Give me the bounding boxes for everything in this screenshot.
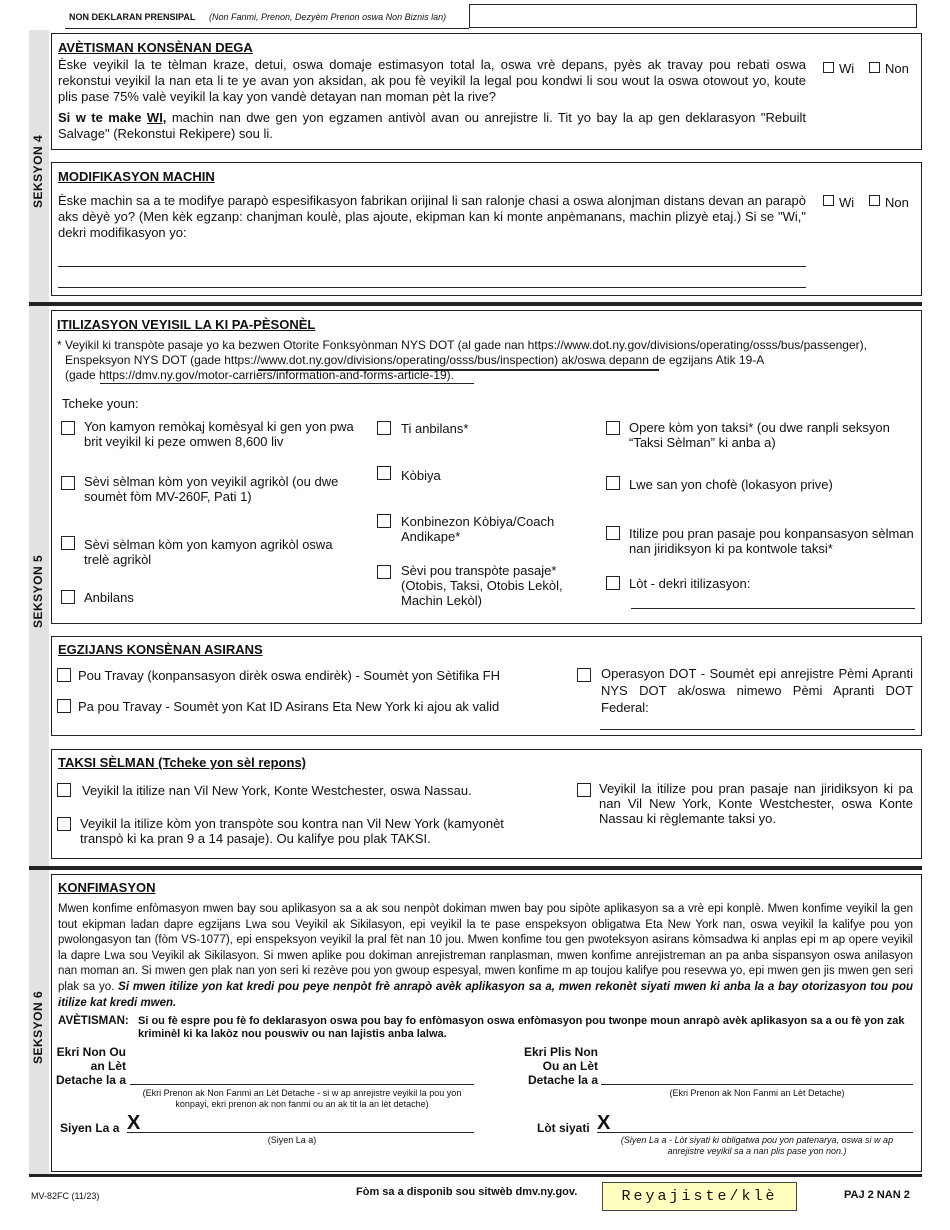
modification-title: MODIFIKASYON MACHIN	[58, 169, 215, 184]
confirmation-body-bold: Si mwen itilize yon kat kredi pou peye nenpòt frè anrapò avèk aplikasyon sa a, mwen rekonèt siyati mwen ki anba la a bay otorizasyon tou pou itilize kat kredi mwen.	[58, 980, 913, 1009]
usage-option-limousine-checkbox[interactable]	[377, 466, 391, 480]
usage-other-line[interactable]	[631, 608, 915, 609]
confirmation-title: KONFIMASYON	[58, 880, 156, 895]
left-name-line[interactable]	[130, 1084, 474, 1085]
form-id: MV-82FC (11/23)	[31, 1191, 100, 1201]
reset-button[interactable]: Reyajiste/klè	[602, 1182, 797, 1211]
usage-option-rental-checkbox[interactable]	[606, 476, 620, 490]
confirmation-warning-text: Si ou fè espre pou fè fo deklarasyon oswa pou bay fo enfòmasyon oswa enfòmasyon pou twonpe moun anrapò avèk aplikasyon sa a ou fè yon zak kriminèl ki ka lakòz nou pouswiv ou nan lajistis anba lalwa.	[138, 1015, 905, 1040]
owner-hint: (Non Fanmi, Prenon, Dezyèm Prenon oswa Non Biznis lan)	[209, 12, 447, 22]
usage-option-passenger: Sèvi pou transpòte pasaje* (Otobis, Taksi, Otobis Lekòl, Machin Lekòl)	[401, 563, 563, 608]
damage-warning-note	[58, 110, 806, 142]
damage-no-label: Non	[885, 61, 909, 76]
sign-x-mark: X	[127, 1112, 141, 1134]
damage-no-checkbox[interactable]	[869, 62, 880, 73]
taxi-contract-checkbox[interactable]	[57, 817, 71, 831]
usage-option-agri-truck: Sèvi sèlman kòm yon kamyon agrikòl oswa trelè agrikòl	[84, 537, 333, 567]
taxi-nyc: Veyikil la itilize nan Vil New York, Konte Westchester, oswa Nassau.	[82, 783, 472, 798]
availability-note: Fòm sa a disponib sou sitwèb dmv.ny.gov.	[356, 1186, 578, 1198]
right-name-line[interactable]	[601, 1084, 913, 1085]
modification-yes-checkbox[interactable]	[823, 195, 834, 206]
insurance-fh: Pou Travay (konpansasyon dirèk oswa endirèk) - Soumèt yon Sètifika FH	[78, 668, 500, 683]
usage-option-ambulance: Anbilans	[84, 590, 134, 605]
modification-question: Èske machin sa a te modifye parapò espesifikasyon fabrikan orijinal li san ralonje chasi a oswa alonjman distans devan an parapò aks dèyè yo? (Men kèk egzanp: chanjman koulè, plas ajoute, ekipman kan ki monte anpèmanans, machin plizyè etaj.) Si se "Wi," dekri modifikasyon yo:	[58, 193, 806, 240]
usage-option-agri-truck-checkbox[interactable]	[61, 536, 75, 550]
note-rest: machin nan dwe gen yon egzamen antivòl avan ou anrejistre li. Tit yo bay la ap gen deklarasyon "Rebuilt Salvage" (Rekonstui Rekipere) sou li.	[58, 110, 806, 141]
usage-option-passenger-checkbox[interactable]	[377, 565, 391, 579]
usage-title: ITILIZASYON VEYISIL LA KI PA-PÈSONÈL	[57, 317, 316, 332]
insurance-id-card-checkbox[interactable]	[57, 699, 71, 713]
note-wi: WI,	[146, 110, 167, 125]
taxi-outside: Veyikil la itilize pou pran pasaje nan jiridiksyon ki pa nan Vil New York, Konte Westchester, oswa Konte Nassau ki règlemante taksi yo.	[599, 781, 913, 826]
usage-option-tow-truck-checkbox[interactable]	[61, 421, 75, 435]
usage-option-other: Lòt - dekri itilizasyon:	[629, 576, 751, 591]
section-divider-5-6	[29, 866, 922, 870]
usage-option-mini-ambulance-checkbox[interactable]	[377, 421, 391, 435]
co-sign-line[interactable]	[597, 1132, 913, 1133]
usage-option-ambulance-checkbox[interactable]	[61, 590, 75, 604]
section-divider-4-5	[29, 302, 922, 306]
right-name-hint: (Ekri Prenon ak Non Fanmi an Lèt Detache)	[669, 1088, 845, 1098]
usage-option-combo: Konbinezon Kòbiya/Coach Andikape*	[401, 514, 555, 544]
check-one-label: Tcheke youn:	[62, 396, 139, 411]
sign-label: Siyen La a	[60, 1121, 120, 1135]
usage-option-agri-vehicle-checkbox[interactable]	[61, 476, 75, 490]
footnote-link-underline-2	[100, 383, 474, 384]
usage-option-rental: Lwe san yon chofè (lokasyon prive)	[629, 477, 833, 492]
sign-hint: (Siyen La a)	[267, 1135, 317, 1145]
co-sign-label: Lòt siyati	[537, 1121, 590, 1135]
taxi-title: TAKSI SÈLMAN (Tcheke yon sèl repons)	[58, 755, 307, 770]
usage-option-combo-checkbox[interactable]	[377, 514, 391, 528]
taxi-contract: Veyikil la itilize kòm yon transpòte sou kontra nan Vil New York (kamyonèt transpò ki ka pran 9 a 14 pasaje). Ou kalifye pou plak TAKSI.	[80, 816, 504, 846]
insurance-id-card: Pa pou Travay - Soumèt yon Kat ID Asirans Eta New York ki ajou ak valid	[78, 699, 500, 714]
insurance-dot-line[interactable]	[600, 729, 915, 730]
sign-line[interactable]	[127, 1132, 474, 1133]
usage-footnote-1: * Veyikil ki transpòte pasaje yo ka bezwen Otorite Fonksyònman NYS DOT (al gade nan https://www.dot.ny.gov/divisions/operating/osss/bus/passenger),	[57, 338, 867, 352]
usage-option-compensation: Itilize pou pran pasaje pou konpansasyon sèlman nan jiridiksyon ki pa kontwole taksi*	[629, 526, 914, 556]
usage-option-limousine: Kòbiya	[401, 468, 441, 483]
section6-label: SEKSYON 6	[31, 990, 45, 1064]
usage-footnote-3: (gade https://dmv.ny.gov/motor-carriers/information-and-forms-article-19).	[65, 368, 455, 382]
left-name-hint: (Ekri Prenon ak Non Fanmi an Lèt Detache - si w ap anrejistre veyikil la pou yon konpayi, ekri prenon ak non fanmi ou an ak tit la an lèt detache)	[142, 1088, 462, 1109]
left-name-label: Ekri Non Ou an Lèt Detache la a	[55, 1045, 126, 1087]
modification-yes-label: Wi	[839, 195, 855, 210]
damage-warning-title: AVÈTISMAN KONSÈNAN DEGA	[58, 40, 253, 55]
modification-no-label: Non	[885, 195, 909, 210]
header-underline	[65, 28, 469, 29]
damage-warning-question: Èske veyikil la te tèlman kraze, detui, oswa domaje estimasyon total la, oswa vrè depans, pyès ak travay pou rebati oswa rekonstui veyikil la nan eta li te ye avan yon aksidan, ak pou fè veyikil la legal pou kondwi li sou wout la oswa otowout yo, koute plis pase 75% valè veyikil la kay yon vandè detayan nan moman pèt la rive?	[58, 57, 806, 104]
co-sign-hint: (Siyen La a - Lòt siyati ki obligatwa pou yon patenarya, oswa si w ap anrejistre veyikil sa a nan plis pase yon non.)	[620, 1135, 894, 1156]
modification-line-2[interactable]	[58, 287, 806, 288]
owner-label: NON DEKLARAN PRENSIPAL	[69, 12, 196, 22]
usage-option-taxi-checkbox[interactable]	[606, 421, 620, 435]
section4-label: SEKSYON 4	[31, 134, 45, 208]
usage-option-agri-vehicle: Sèvi sèlman kòm yon veyikil agrikòl (ou dwe soumèt fòm MV-260F, Pati 1)	[84, 474, 339, 504]
taxi-nyc-checkbox[interactable]	[57, 783, 71, 797]
page-number: PAJ 2 NAN 2	[844, 1189, 910, 1201]
footer-divider	[29, 1174, 922, 1177]
modification-line-1[interactable]	[58, 266, 806, 267]
taxi-outside-checkbox[interactable]	[577, 783, 591, 797]
damage-yes-label: Wi	[839, 61, 855, 76]
usage-option-tow-truck: Yon kamyon remòkaj komèsyal ki gen yon pwa brit veyikil ki peze omwen 8,600 liv	[84, 419, 354, 449]
usage-option-other-checkbox[interactable]	[606, 576, 620, 590]
confirmation-body-text: Mwen konfime enfòmasyon mwen bay sou aplikasyon sa a ak sou nenpòt dokiman mwen bay pou sipòte aplikasyon sa a vrè epi konplè. Mwen konfime veyikil la gen tout ekipman ladan dapre egzijans Lwa sou Veyikil ak Sikilasyon, epi veyikil la te pase enspeksyon obligatwa Eta New York nan, oswa veyikil la kalifye pou yon pwolongasyon tan (fòm VS-1077), epi enspeksyon veyikil la pral fèt nan 10 jou. Mwen konfime tou gen pwoteksyon asirans kòmsadwa ki anplas epi m ap opere veyikil la dapre Lwa sou Veyikil ak Sikilasyon. Si mwen aplike pou dokiman anrejistreman ranplasman, mwen konfime anrejistreman an pa anba sispansyon oswa anilasyon nan moman an. Si mwen gen plak nan yon seri ki rezève pou yon gwoup espesyal, mwen konfime m ap toujou kalifye pou resevwa yo, epi mwen gen jis mwen gen seri plak sa yo.	[58, 903, 913, 993]
right-name-label: Ekri Plis Non Ou an Lèt Detache la a	[523, 1045, 598, 1087]
insurance-dot: Operasyon DOT - Soumèt epi anrejistre Pèmi Apranti NYS DOT ak/oswa nimewo Pèmi Apranti DOT Federal:	[601, 666, 913, 715]
owner-name-field[interactable]	[469, 4, 917, 28]
note-bold: Si w te make	[58, 110, 142, 125]
usage-option-mini-ambulance: Ti anbilans*	[401, 421, 469, 436]
section5-label: SEKSYON 5	[31, 554, 45, 628]
confirmation-warning-label: AVÈTISMAN:	[58, 1015, 129, 1027]
insurance-title: EGZIJANS KONSÈNAN ASIRANS	[58, 642, 263, 657]
insurance-fh-checkbox[interactable]	[57, 668, 71, 682]
usage-option-taxi: Opere kòm yon taksi* (ou dwe ranpli seksyon “Taksi Sèlman” ki anba a)	[629, 420, 890, 450]
insurance-dot-checkbox[interactable]	[577, 668, 591, 682]
confirmation-body	[58, 902, 913, 1011]
damage-yes-checkbox[interactable]	[823, 62, 834, 73]
usage-footnote-2: Enspeksyon NYS DOT (gade https://www.dot.ny.gov/divisions/operating/osss/bus/inspection) ak/oswa depann de egzijans Atik 19-A	[65, 353, 765, 367]
usage-option-compensation-checkbox[interactable]	[606, 526, 620, 540]
modification-no-checkbox[interactable]	[869, 195, 880, 206]
co-sign-x-mark: X	[597, 1112, 611, 1134]
footnote-link-underline	[258, 369, 659, 371]
